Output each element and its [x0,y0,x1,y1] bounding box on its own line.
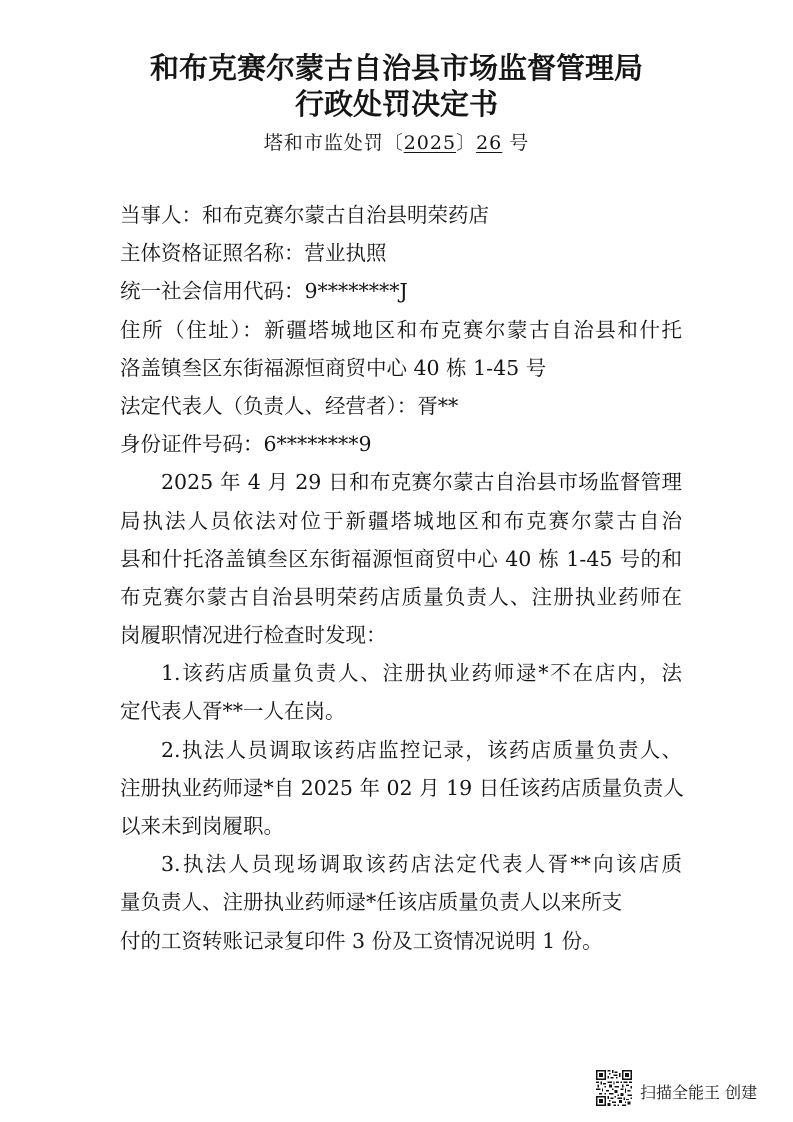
credit-code-label: 统一社会信用代码： [120,279,305,304]
findings-intro-paragraph [120,463,682,654]
legal-rep-row [120,387,682,425]
finding-line: 3.执法人员现场调取该药店法定代表人胥**向该店质 [161,852,682,877]
legal-rep-value: 胥** [417,393,459,418]
doc-number-serial: 26 [476,132,503,154]
address-value-line-2: 洛盖镇叁区东街福源恒商贸中心 40 栋 1-45 号 [120,355,547,380]
finding-line: 量负责人、注册执业药师逯*任该店质量负责人以来所支 [120,890,623,915]
license-row [120,234,682,272]
finding-item-1 [120,654,682,730]
id-number-row [120,425,682,463]
finding-line: 付的工资转账记录复印件 3 份及工资情况说明 1 份。 [120,928,603,953]
doc-number-suffix: 号 [502,132,530,154]
finding-line: 2.执法人员调取该药店监控记录，该药店质量负责人、 [161,737,682,762]
party-name-value: 和布克赛尔蒙古自治县明荣药店 [202,203,489,227]
address-label: 住所（住址）： [120,317,265,342]
watermark-text: 扫描全能王 创建 [640,1083,758,1102]
party-name-row [120,196,682,234]
document-body [120,196,682,960]
finding-item-3 [120,845,682,960]
address-row [120,311,682,349]
document-number [0,129,793,157]
id-number-value: 6********9 [263,432,372,457]
intro-line: 县和什托洛盖镇叁区东街福源恒商贸中心 40 栋 1-45 号的和 [120,546,682,571]
intro-line: 布克赛尔蒙古自治县明荣药店质量负责人、注册执业药师在 [120,584,682,609]
finding-line: 注册执业药师逯*自 2025 年 02 月 19 日任该药店质量负责人 [120,775,684,800]
credit-code-row [120,272,682,310]
finding-line: 1.该药店质量负责人、注册执业药师逯*不在店内，法 [161,661,682,686]
title-authority: 和布克赛尔蒙古自治县市场监督管理局 [149,51,643,85]
address-value-line-1: 新疆塔城地区和布克赛尔蒙古自治县和什托 [264,317,683,342]
finding-line: 定代表人胥**一人在岗。 [120,699,346,724]
doc-number-close-bracket: 〕 [456,132,477,154]
id-number-label: 身份证件号码： [120,432,264,457]
document-title [0,50,793,122]
intro-line: 岗履职情况进行检查时发现： [120,623,387,648]
doc-number-prefix: 塔和市监处罚〔 [263,132,404,154]
credit-code-value: 9********J [304,279,408,304]
title-doc-type: 行政处罚决定书 [294,87,498,121]
intro-line: 局执法人员依法对位于新疆塔城地区和布克赛尔蒙古自治 [120,508,682,533]
scanner-watermark [596,1070,757,1106]
finding-item-2 [120,731,682,846]
finding-line: 以来未到岗履职。 [120,814,284,838]
intro-line: 2025 年 4 月 29 日和布克赛尔蒙古自治县市场监督管理 [161,470,682,495]
legal-rep-label: 法定代表人（负责人、经营者）： [120,393,418,418]
license-value: 营业执照 [304,241,387,266]
qr-code-icon [596,1070,632,1106]
party-name-label: 当事人： [120,203,202,227]
license-label: 主体资格证照名称： [120,241,305,266]
doc-number-year: 2025 [403,132,457,154]
